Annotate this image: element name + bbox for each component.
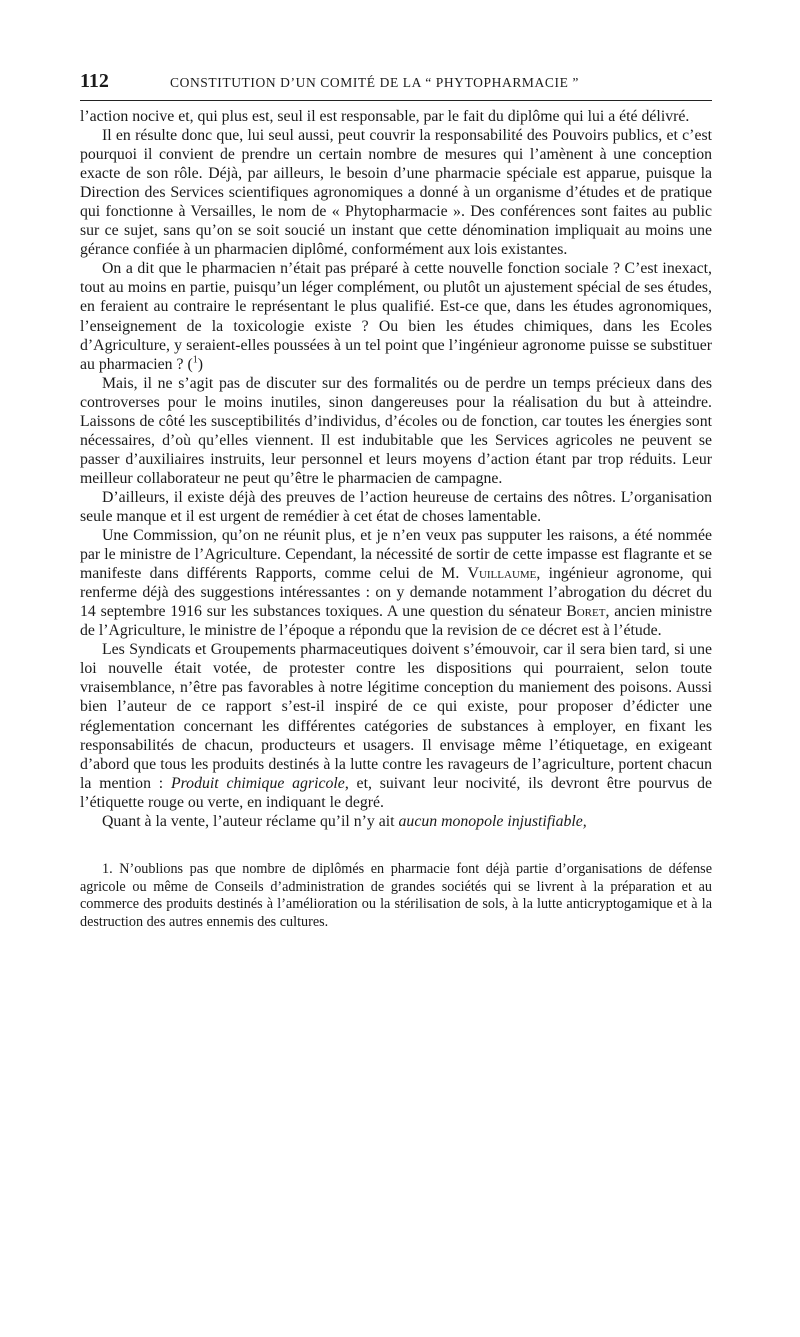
paragraph: Les Syndicats et Groupements pharmaceutiques doivent s’émouvoir, car il sera bien tard, si une loi nouvelle était votée, de protester contre les dispositions qui pourraient, selon toute vraisemblance, n’être pas favorables à notre légitime conception du maniement des poisons. Aussi bien l’auteur de ce rapport s’est-il inspiré de ce qui existe, pour proposer d’édicter une réglementation concernant les différentes catégories de substances à employer, en fixant les responsabilités de chacun, producteurs et usagers. Il envisage même l’étiquetage, en exigeant d’abord que tous les produits destinés à la lutte contre les ravageurs de l’agriculture, portent chacun la mention : Produit chimique agricole, et, suivant leur nocivité, ils devront être pourvus de l’étiquette rouge ou verte, en indiquant le degré. [80, 641, 712, 811]
paragraph: Mais, il ne s’agit pas de discuter sur des formalités ou de perdre un temps précieux dans des controverses pour le moins inutiles, sinon dangereuses pour la réalisation du but à atteindre. Laissons de côté les susceptibilités d’individus, d’écoles ou de fonction, car toutes les énergies sont nécessaires, d’où qu’elles viennent. Il est indubitable que les Services agricoles ne peuvent se passer d’auxiliaires instruits, leur personnel et leurs moyens d’action étant par trop réduits. Leur meilleur collaborateur ne peut qu’être le pharmacien de campagne. [80, 374, 712, 487]
person-name: Boret [566, 603, 606, 621]
paragraph: Une Commission, qu’on ne réunit plus, et je n’en veux pas supputer les raisons, a été nommée par le ministre de l’Agriculture. Cependant, la nécessité de sortir de cette impasse est flagrante et se manifeste dans différents Rapports, comme celui de M. Vuillaume, ingénieur agronome, qui renferme déjà des suggestions intéressantes : on y demande notamment l’abrogation du décret du 14 septembre 1916 sur les substances toxiques. A une question du sénateur Boret, ancien ministre de l’Agriculture, le ministre de l’époque a répondu que la revision de ce décret est à l’étude. [80, 527, 712, 640]
paragraph: Quant à la vente, l’auteur réclame qu’il n’y ait aucun monopole injustifiable, [102, 812, 587, 830]
page-number: 112 [80, 70, 109, 92]
footnote [80, 861, 712, 932]
paragraph: l’action nocive et, qui plus est, seul il est responsable, par le fait du diplôme qui lui a été délivré. [80, 108, 690, 125]
paragraph: Il en résulte donc que, lui seul aussi, peut couvrir la responsabilité des Pouvoirs publics, et c’est pourquoi il convient de prendre un certain nombre de mesures qui l’amènent à une conception exacte de son rôle. Déjà, par ailleurs, le besoin d’une pharmacie spéciale est apparue, puisque la Direction des Services scientifiques agronomiques a donné à un organisme d’études et de pratique qui fonctionne à Versailles, le nom de « Phytopharmacie ». Des conférences sont faites au public sur ce sujet, sans qu’on se soit soucié un instant que cette dénomination impliquait au moins une gérance confiée à un pharmacien diplômé, conformément aux lois existantes. [80, 127, 712, 259]
paragraph: On a dit que le pharmacien n’était pas préparé à cette nouvelle fonction sociale ? C’est inexact, tout au moins en partie, puisqu’un léger complément, ou plutôt un ajustement spécial de ses études, en feraient au contraire le représentant le plus qualifié. Est-ce que, dans les études agronomiques, l’enseignement de la toxicologie existe ? Ou bien les études chimiques, dans les Ecoles d’Agriculture, y seraient-elles poussées à un tel point que l’ingénieur agronome puisse se substituer au pharmacien ? ($^1$) [80, 260, 712, 373]
person-name: Vuillaume [467, 565, 537, 583]
paragraph: D’ailleurs, il existe déjà des preuves de l’action heureuse de certains des nôtres. L’organisation seule manque et il est urgent de remédier à cet état de choses lamentable. [80, 488, 712, 525]
italic-phrase: aucun monopole injustifiable, [398, 812, 587, 830]
running-title: CONSTITUTION D’UN COMITÉ DE LA “ PHYTOPHARMACIE ” [170, 75, 580, 90]
book-page [80, 70, 712, 932]
body-text [80, 107, 712, 831]
header-rule [80, 100, 712, 101]
page-header [80, 70, 712, 100]
italic-mention: Produit chimique agricole [170, 774, 345, 792]
footnote-reference: 1 [192, 354, 198, 366]
footnote-marker: 1. [102, 860, 113, 877]
footnote-text: N’oublions pas que nombre de diplômés en pharmacie font déjà partie d’organisations de défense agricole ou même de Conseils d’administration de grandes sociétés qui se livrent à la préparation et au commerce des produits destinés à l’amélioration ou la stérilisation de sols, à la lutte anticryptogamique et à la destruction des autres ennemis des cultures. [80, 860, 712, 931]
